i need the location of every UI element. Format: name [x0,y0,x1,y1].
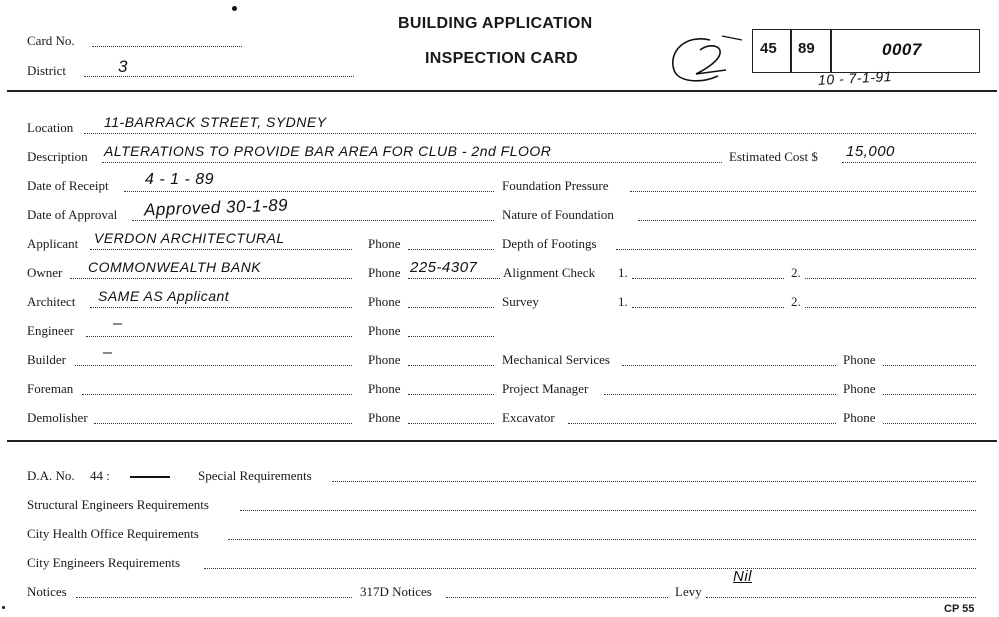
foundation-pressure-label: Foundation Pressure [502,178,609,193]
mechanical-services-label: Mechanical Services [502,352,610,367]
special-requirements-label: Special Requirements [198,468,312,483]
demolisher-phone-field[interactable] [408,423,494,424]
excavator-phone-label: Phone [843,410,876,425]
ref-box-3-value: 0007 [882,40,922,59]
alignment-check-field-1[interactable] [632,278,784,279]
nature-of-foundation-field[interactable] [638,220,976,221]
owner-label: Owner [27,265,63,280]
project-manager-field[interactable] [604,394,836,395]
foreman-field[interactable] [82,394,352,395]
ink-speck [2,606,5,609]
header-rule [7,90,997,92]
date-of-receipt-value: 4 - 1 - 89 [145,171,215,188]
district-value: 3 [118,57,128,76]
date-note: 10 - 7-1-91 [817,68,893,88]
architect-value: SAME AS Applicant [98,288,230,304]
date-of-approval-field[interactable] [132,220,494,221]
structural-requirements-label: Structural Engineers Requirements [27,497,209,512]
survey-num1: 1. [618,294,628,309]
excavator-label: Excavator [502,410,555,425]
project-manager-label: Project Manager [502,381,589,396]
notices-317d-label: 317D Notices [360,584,432,599]
survey-label: Survey [502,294,539,309]
levy-field[interactable] [706,597,976,598]
survey-num2: 2. [791,294,801,309]
excavator-phone-field[interactable] [883,423,976,424]
alignment-check-num2: 2. [791,265,801,280]
applicant-field[interactable] [90,249,352,250]
city-engineers-requirements-label: City Engineers Requirements [27,555,181,570]
circled-2-mark [660,30,750,90]
architect-phone-label: Phone [368,294,401,309]
builder-value: – [103,344,113,361]
health-requirements-label: City Health Office Requirements [27,526,199,541]
title-line2: INSPECTION CARD [425,50,578,67]
location-value: 11-BARRACK STREET, SYDNEY [104,114,327,130]
da-no-label: D.A. No. [27,468,75,483]
survey-field-2[interactable] [805,307,976,308]
levy-value: Nil [733,568,752,585]
da-no-dash [130,476,170,478]
card-no-field[interactable] [92,46,242,47]
project-manager-phone-field[interactable] [883,394,976,395]
special-requirements-field[interactable] [332,481,976,482]
description-label: Description [27,149,88,164]
date-of-approval-value: Approved 30-1-89 [143,195,289,220]
mechanical-services-field[interactable] [622,365,836,366]
ref-box-2-value: 89 [798,40,815,57]
alignment-check-field-2[interactable] [805,278,976,279]
mechanical-services-phone-field[interactable] [883,365,976,366]
nature-of-foundation-label: Nature of Foundation [502,207,614,222]
district-label: District [27,63,66,78]
foreman-label: Foreman [27,381,74,396]
applicant-phone-label: Phone [368,236,401,251]
builder-phone-label: Phone [368,352,401,367]
builder-field[interactable] [75,365,352,366]
excavator-field[interactable] [568,423,836,424]
date-of-approval-label: Date of Approval [27,207,118,222]
city-engineers-requirements-field[interactable] [204,568,976,569]
description-field[interactable] [102,162,722,163]
architect-label: Architect [27,294,76,309]
location-label: Location [27,120,74,135]
estimated-cost-field[interactable] [842,162,976,163]
mechanical-services-phone-label: Phone [843,352,876,367]
estimated-cost-label: Estimated Cost $ [729,149,818,164]
foreman-phone-field[interactable] [408,394,494,395]
card-no-label: Card No. [27,33,75,48]
owner-phone-value: 225-4307 [410,259,478,276]
notices-field[interactable] [76,597,352,598]
engineer-phone-field[interactable] [408,336,494,337]
levy-label: Levy [675,584,702,599]
notices-label: Notices [27,584,67,599]
applicant-value: VERDON ARCHITECTURAL [94,230,285,246]
title-line1: BUILDING APPLICATION [398,15,593,32]
alignment-check-label: Alignment Check [503,265,596,280]
applicant-label: Applicant [27,236,79,251]
owner-phone-label: Phone [368,265,401,280]
da-no-value: 44 : [90,468,110,483]
engineer-value: – [113,315,123,332]
applicant-phone-field[interactable] [408,249,494,250]
health-requirements-field[interactable] [228,539,976,540]
survey-field-1[interactable] [632,307,784,308]
description-value: ALTERATIONS TO PROVIDE BAR AREA FOR CLUB - 2nd FLOOR [104,143,552,159]
date-of-receipt-field[interactable] [124,191,494,192]
engineer-field[interactable] [86,336,352,337]
owner-phone-field[interactable] [408,278,500,279]
depth-of-footings-label: Depth of Footings [502,236,597,251]
architect-field[interactable] [90,307,352,308]
demolisher-field[interactable] [94,423,352,424]
alignment-check-num1: 1. [618,265,628,280]
date-of-receipt-label: Date of Receipt [27,178,109,193]
builder-label: Builder [27,352,66,367]
engineer-phone-label: Phone [368,323,401,338]
builder-phone-field[interactable] [408,365,494,366]
engineer-label: Engineer [27,323,74,338]
project-manager-phone-label: Phone [843,381,876,396]
location-field[interactable] [84,133,976,134]
depth-of-footings-field[interactable] [616,249,976,250]
demolisher-label: Demolisher [27,410,88,425]
owner-field[interactable] [70,278,352,279]
foundation-pressure-field[interactable] [630,191,976,192]
ref-box-1-value: 45 [760,40,777,57]
estimated-cost-value: 15,000 [846,143,895,160]
structural-requirements-field[interactable] [240,510,976,511]
notices-317d-field[interactable] [446,597,668,598]
middle-rule [7,440,997,442]
foreman-phone-label: Phone [368,381,401,396]
owner-value: COMMONWEALTH BANK [88,259,262,275]
ink-speck [232,6,237,11]
demolisher-phone-label: Phone [368,410,401,425]
architect-phone-field[interactable] [408,307,494,308]
form-code: CP 55 [944,603,975,615]
